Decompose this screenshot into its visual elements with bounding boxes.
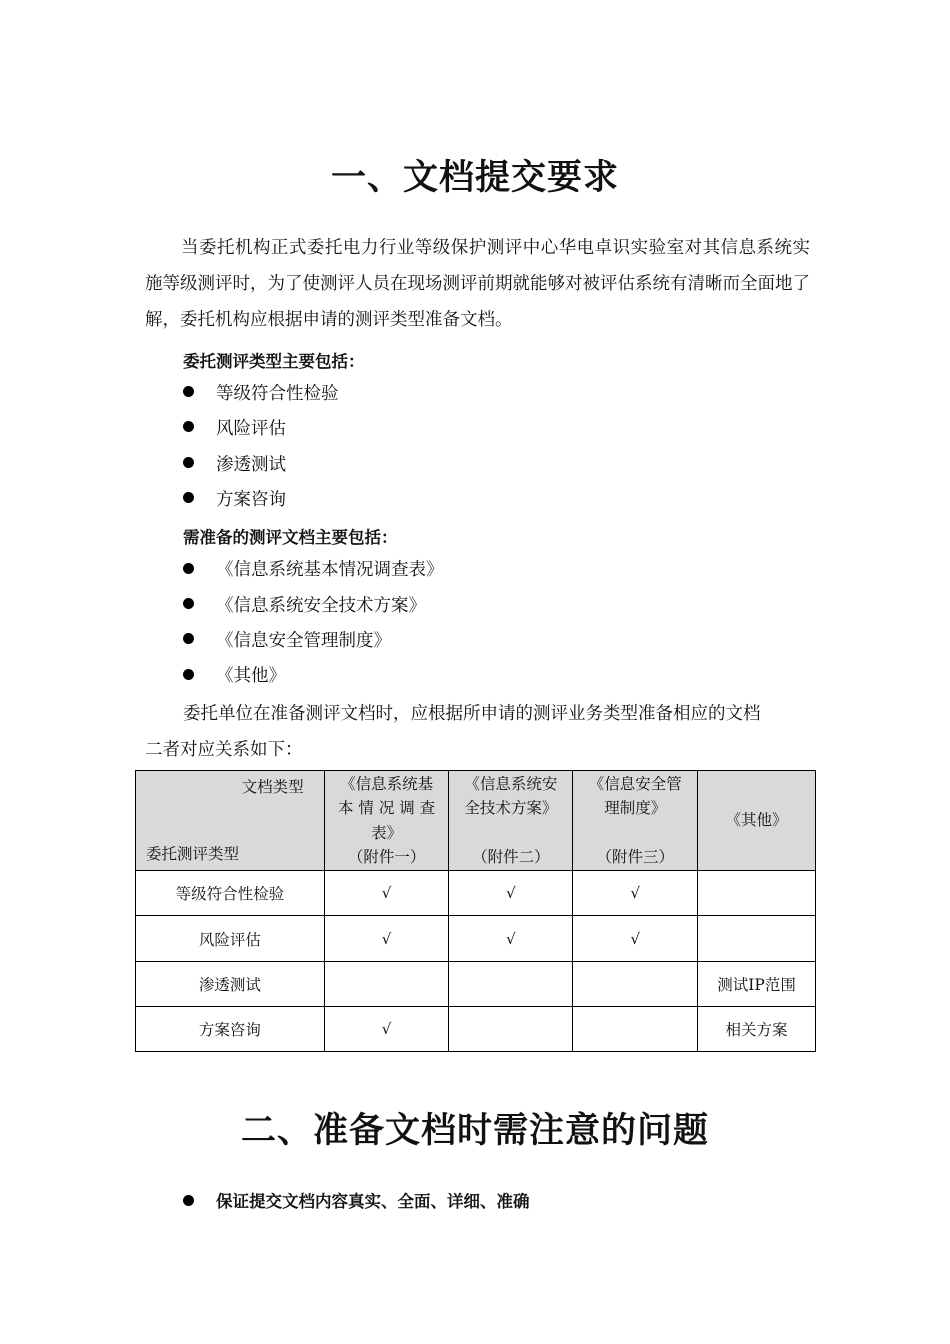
header-text: 全技术方案》 [464,799,558,817]
table-row [136,1007,816,1052]
check-cell: √ [324,871,449,916]
doc-item: 《其他》 [216,666,286,686]
other-cell: 相关方案 [698,1007,816,1052]
bullet-icon [183,563,194,574]
table-header-row [136,771,816,871]
section-2-heading: 二、准备文档时需注意的问题 [240,1111,709,1151]
type-item: 方案咨询 [216,490,286,510]
bullet-icon [183,386,194,397]
check-cell: √ [449,916,573,962]
doc-item: 《信息安全管理制度》 [216,631,391,651]
header-text: 《信息系统基 [340,774,434,793]
relation-text-line1: 委托单位在准备测评文档时，应根据所申请的测评业务类型准备相应的文档 [183,704,761,724]
check-cell: √ [449,871,573,916]
section-1-heading: 一、文档提交要求 [330,158,619,198]
header-text: 表》 [371,823,403,842]
header-col-1 [324,771,449,871]
header-col-3 [573,771,698,871]
note-item: 保证提交文档内容真实、全面、详细、准确 [216,1192,530,1211]
header-text: 理制度》 [604,799,667,817]
table-row [136,916,816,962]
check-cell [449,1007,573,1052]
bullet-icon [183,457,194,468]
header-col-4 [698,771,816,871]
bullet-icon [183,633,194,644]
check-cell: √ [324,1007,449,1052]
header-text: （附件一） [347,848,426,866]
header-text: 《信息系统安 [464,774,558,793]
check-cell: √ [573,916,698,962]
intro-paragraph: 当委托机构正式委托电力行业等级保护测评中心华电卓识实验室对其信息系统实施等级测评时，为了使测评人员在现场测评前期就能够对被评估系统有清晰而全面地了解，委托机构应根据申请的测评类型准备文档。 [145,238,810,330]
types-title: 委托测评类型主要包括： [183,352,365,371]
header-text: 本 情 况 调 查 [337,799,436,817]
type-item: 渗透测试 [216,455,286,475]
header-text: （附件三） [596,848,674,866]
corner-top-label: 文档类型 [241,777,304,796]
row-type-cell: 风险评估 [136,916,325,962]
header-text: 《信息安全管 [588,774,682,793]
check-cell [573,1007,698,1052]
check-cell [324,962,449,1007]
check-cell [573,962,698,1007]
other-cell: 测试IP范围 [698,962,816,1007]
doc-item: 《信息系统基本情况调查表》 [216,560,444,580]
type-item: 等级符合性检验 [216,384,339,404]
corner-bottom-label: 委托测评类型 [146,845,240,863]
type-item: 风险评估 [216,419,286,439]
header-text: 《其他》 [725,811,788,830]
table-row [136,871,816,916]
other-cell [698,871,816,916]
check-cell [449,962,573,1007]
corner-header-cell [136,771,325,871]
other-cell [698,916,816,962]
bullet-icon [183,421,194,432]
row-type-cell: 方案咨询 [136,1007,325,1052]
bullet-icon [183,492,194,503]
relation-text-line2: 二者对应关系如下： [145,740,303,760]
table-row [136,962,816,1007]
check-cell: √ [573,871,698,916]
header-col-2 [449,771,573,871]
header-text: （附件二） [472,848,550,866]
row-type-cell: 等级符合性检验 [136,871,325,916]
bullet-icon [183,598,194,609]
bullet-icon [183,669,194,680]
document-type-table [135,770,816,1052]
row-type-cell: 渗透测试 [136,962,325,1007]
bullet-icon [183,1195,194,1206]
doc-item: 《信息系统安全技术方案》 [216,596,426,616]
docs-title: 需准备的测评文档主要包括： [183,528,398,547]
check-cell: √ [324,916,449,962]
